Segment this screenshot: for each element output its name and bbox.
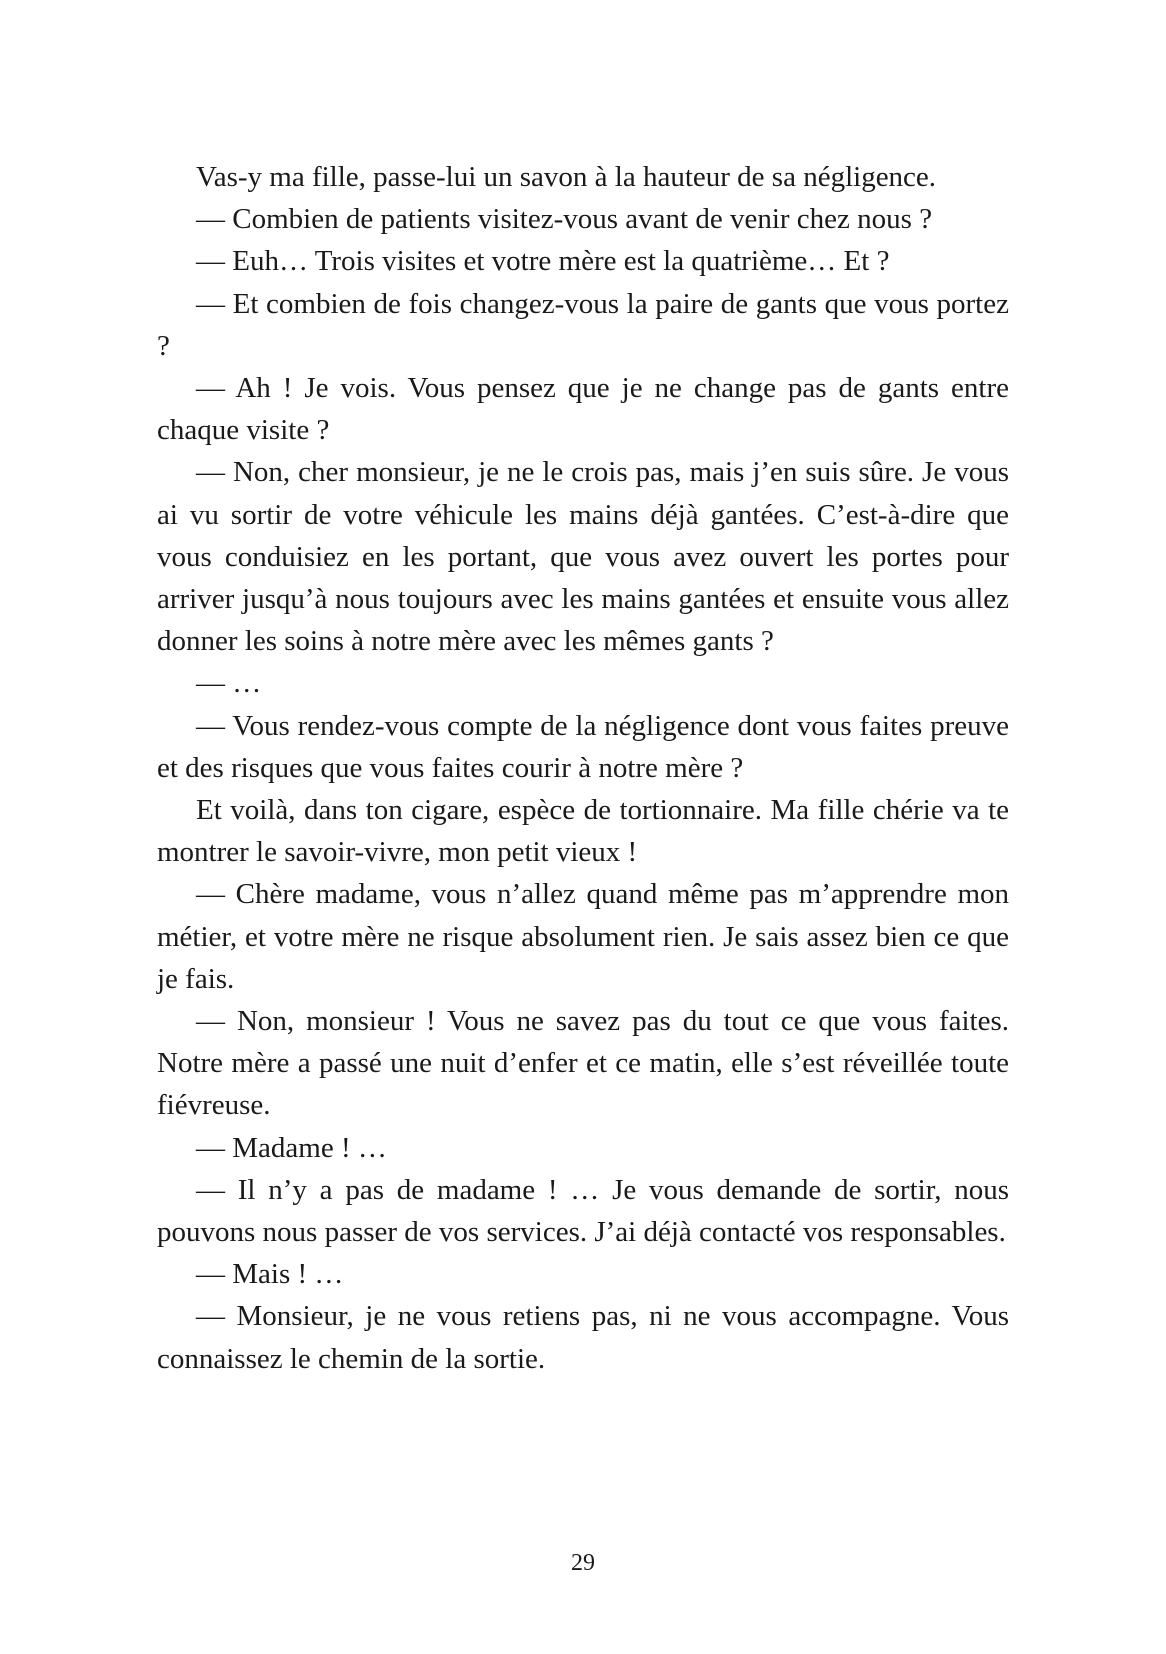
page-number: 29	[571, 1550, 595, 1576]
paragraph: Et voilà, dans ton cigare, espèce de tortionnaire. Ma fille chérie va te montrer le savoir-vivre, mon petit vieux !	[157, 794, 1009, 869]
paragraph: — Et combien de fois changez-vous la paire de gants que vous portez ?	[157, 287, 1009, 362]
paragraph: Vas-y ma fille, passe-lui un savon à la hauteur de sa négligence.	[196, 161, 937, 193]
paragraph: — Madame ! …	[196, 1131, 387, 1164]
paragraph: — Non, monsieur ! Vous ne savez pas du tout ce que vous faites. Notre mère a passé une nuit d’enfer et ce matin, elle s’est réveillée toute fiévreuse.	[157, 1005, 1009, 1122]
paragraph: — Non, cher monsieur, je ne le crois pas, mais j’en suis sûre. Je vous ai vu sortir de votre véhicule les mains déjà gantées. C’est-à-dire que vous conduisiez en les portant, que vous avez ouvert les portes pour arriver jusqu’à nous toujours avec les mains gantées et ensuite vous allez donner les soins à notre mère avec les mêmes gants ?	[157, 456, 1009, 658]
paragraph: — Combien de patients visitez-vous avant de venir chez nous ?	[196, 203, 933, 236]
body-text	[157, 156, 1009, 1380]
paragraph: — Mais ! …	[196, 1258, 344, 1291]
paragraph: — Il n’y a pas de madame ! … Je vous demande de sortir, nous pouvons nous passer de vos services. J’ai déjà contacté vos responsables.	[157, 1173, 1009, 1249]
paragraph: — Euh… Trois visites et votre mère est la quatrième… Et ?	[196, 245, 890, 278]
paragraph: — Monsieur, je ne vous retiens pas, ni ne vous accompagne. Vous connaissez le chemin de la sortie.	[157, 1300, 1009, 1375]
paragraph: — Chère madame, vous n’allez quand même pas m’apprendre mon métier, et votre mère ne risque absolument rien. Je sais assez bien ce que je fais.	[157, 878, 1009, 995]
paragraph: — …	[196, 667, 262, 700]
paragraph: — Vous rendez-vous compte de la négligence dont vous faites preuve et des risques que vous faites courir à notre mère ?	[157, 709, 1009, 784]
paragraph: — Ah ! Je vois. Vous pensez que je ne change pas de gants entre chaque visite ?	[157, 372, 1009, 447]
